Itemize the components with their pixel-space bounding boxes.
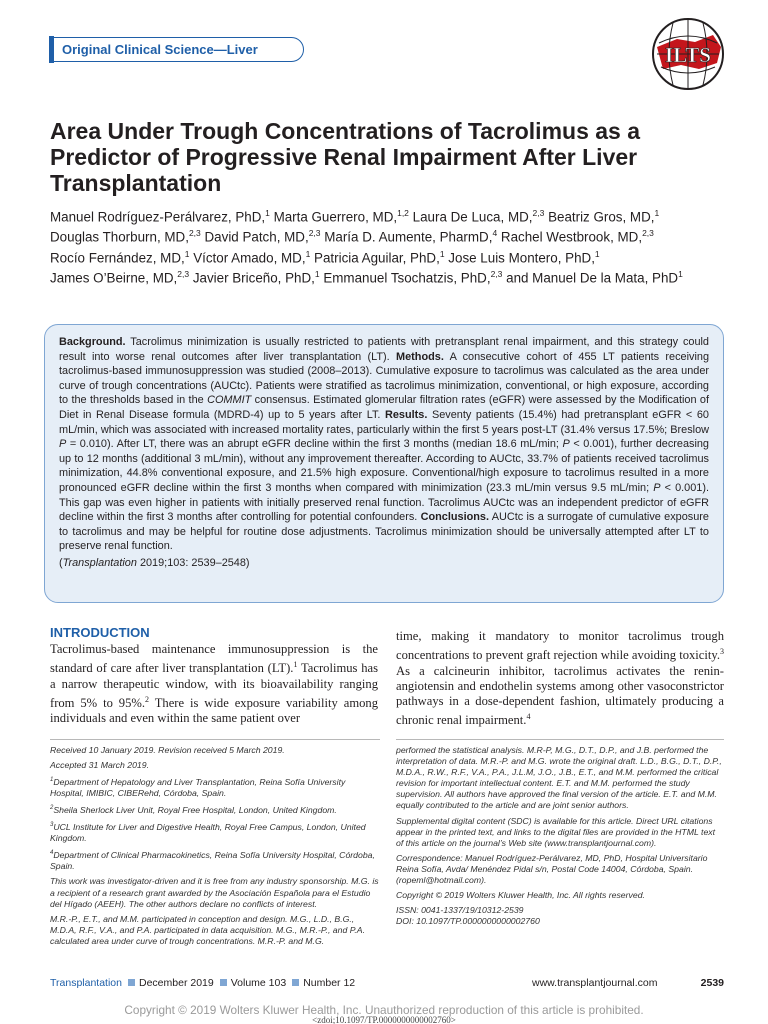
author: María D. Aumente, PharmD, [324, 229, 493, 245]
logo-lettering: ILTS [665, 43, 711, 67]
author-list: Manuel Rodríguez-Perálvarez, PhD,$^1$ Marta Guerrero, MD,$^{1,2}$ Laura De Luca, MD,$^{2,3}$ Beatriz Gros, MD,$^1$ Douglas Thorburn, MD,$^{2,3}$ David Patch, MD,$^{2,3}$ María D. Aumente, PharmD,$^4$ Rachel Westbrook, MD,$^{2,3}$ Rocío Fernández, MD,$^1$ Víctor Amado, MD,$^1$ Patricia Aguilar, PhD,$^1$ Jose Luis Montero, PhD,$^1$ James O’Beirne, MD,$^{2,3}$ Javier Briceño, PhD,$^1$ Emmanuel Tsochatzis, PhD,$^{2,3}$ and Manuel De la Mata, PhD$^1$ [50, 208, 683, 286]
abstract-box [44, 324, 724, 603]
footer-website: www.transplantjournal.com [532, 977, 658, 989]
ilts-logo [651, 17, 725, 91]
author: and Manuel De la Mata, PhD [506, 270, 679, 286]
author: Javier Briceño, PhD, [192, 270, 315, 286]
sdc-note: Supplemental digital content (SDC) is available for this article. Direct URL citations appear in the printed text, and links to the digital files are provided in the HTML text of this article on the journal’s Web site (www.transplantjournal.com). [396, 815, 716, 848]
intro-paragraph-1: Tacrolimus-based maintenance immunosuppression is the standard of care after liver transplantation (LT).$^1$ Tacrolimus has a narrow therapeutic window, with its bioavailability ranging from 5% to 95%.$^2$ There is wide exposure variability among individuals and even within the same patient over [50, 642, 379, 726]
background-label: Background. [59, 336, 126, 348]
author: Patricia Aguilar, PhD, [314, 250, 440, 266]
intro-column-right [396, 625, 724, 729]
author: Emmanuel Tsochatzis, PhD, [323, 270, 491, 286]
abstract-citation: (Transplantation 2019;103: 2539–2548) [59, 556, 250, 569]
footer-journal: Transplantation [50, 977, 122, 989]
footnote-rule-left [50, 739, 380, 740]
contributions-continued: performed the statistical analysis. M.R-P, M.G., D.T., D.P., and J.B. performed the interpretation of data. M.R.-P. and M.G. wrote the original draft. L.D., B.G., D.T., D.P., M.D.A., R.W., R.F., V.A., P.A., J.L.M, J.O., J.B., E.T., and M.M. performed the critical revision for important intellectual content. E.T. and M.M. performed the study supervision. All authors have approved the final version of the article. E.T. and M.M. equally contributed to the article and are joint senior authors. [396, 745, 722, 811]
section-label [50, 37, 304, 62]
affiliation-1: $^1$Department of Hepatology and Liver Transplantation, Reina Sofía University Hospital, IMIBIC, CIBERehd, Córdoba, Spain. [50, 777, 346, 799]
author: Manuel Rodríguez-Perálvarez, PhD, [50, 209, 266, 225]
issn: ISSN: 0041-1337/19/10312-2539 [396, 905, 524, 916]
section-label-text: Original Clinical Science—Liver [62, 42, 258, 57]
page-number: 2539 [700, 977, 724, 989]
author: Rachel Westbrook, MD, [500, 229, 643, 245]
author: Beatriz Gros, MD, [548, 209, 655, 225]
author: David Patch, MD, [204, 229, 309, 245]
footer-date: December 2019 [139, 977, 214, 989]
correspondence: Correspondence: Manuel Rodríguez-Perálvarez, MD, PhD, Hospital Universitario Reina Sofía, Avda/ Menéndez Pidal s/n, Postal Code 14004, Córdoba, Spain. (ropeml@hotmail.com). [396, 852, 708, 886]
contributions: M.R.-P., E.T., and M.M. participated in conception and design. M.G., L.D., B.G., M.D.A, R.F., V.A., and P.A. participated in data acquisition. M.G., M.R.-P., and P.A. calculated area under curve of trough concentrations. M.R.-P. and M.G. [50, 913, 365, 946]
abstract-text: Background. Tacrolimus minimization is usually restricted to patients with pretransplant renal impairment, and this strategy could result into worse renal outcomes after liver transplantation (LT). Methods. A consecutive cohort of 455 LT patients receiving tacrolimus-based immunosuppression was studied (2008–2013). Cumulative exposure to tacrolimus was calculated as the area under curve of trough concentrations (AUCtc). Patients were stratified as tacrolimus minimization, conventional, or high exposure, according to the thresholds based in the COMMIT consensus. Estimated glomerular filtration rates (eGFR) were assessed by the Modification of Diet in Renal Disease formula (MDRD-4) up to 5 years after LT. Results. Seventy patients (15.4%) had pretransplant eGFR < 60 mL/min, which was associated with increased mortality rates, particularly within the first 5 years post-LT (31.4% versus 17.5%; Breslow P = 0.010). After LT, there was an abrupt eGFR decline within the first 3 months (median 18.6 mL/min; P < 0.001), further decreasing up to 12 months (additional 3 mL/min), without any improvement thereafter. According to AUCtc, 33.7% of patients received tacrolimus minimization, 44.8% conventional exposure, and 21.5% high exposure. Conventional/high exposure to tacrolimus resulted in a more pronounced eGFR decline within the first 3 months when compared with minimization (23.3 mL/min versus 9.5 mL/min; P < 0.001). This gap was even higher in patients with initially preserved renal function. Tacrolimus AUCtc was an independent predictor of eGFR decline within the first 3 months after controlling for potential confounders. Conclusions. AUCtc is a surrogate of cumulative exposure to tacrolimus and may be helpful for routine dose adjustments. Tacrolimus minimization should be universally attempted after LT to preserve renal function. [59, 336, 710, 553]
results-label: Results. [385, 408, 428, 421]
conclusions-label: Conclusions. [420, 511, 489, 524]
author: Marta Guerrero, MD, [273, 209, 398, 225]
article-title: Area Under Trough Concentrations of Tacrolimus as a Predictor of Progressive Renal Impairment After Liver Transplantation [50, 118, 641, 196]
methods-label: Methods. [396, 350, 444, 363]
author: Jose Luis Montero, PhD, [448, 250, 595, 266]
footnotes-right [396, 745, 724, 931]
affiliation-4: $^4$Department of Clinical Pharmacokinetics, Reina Sofía University Hospital, Córdoba, Spain. [50, 850, 375, 872]
affiliation-2: $^2$Sheila Sherlock Liver Unit, Royal Free Hospital, London, United Kingdom. [50, 805, 337, 816]
intro-paragraph-2: time, making it mandatory to monitor tacrolimus trough concentrations to prevent graft rejection while avoiding toxicity.$^3$ As a calcineurin inhibitor, tacrolimus activates the renin-angiotensin and endothelin systems among other vasoconstrictor pathways in a dose-dependent fashion, ultimately producing a chronic renal impairment.$^4$ [396, 629, 724, 728]
author: James O’Beirne, MD, [50, 270, 178, 286]
footer-number: Number 12 [303, 977, 356, 989]
author: Víctor Amado, MD, [193, 250, 306, 266]
intro-column-left [50, 625, 378, 726]
received-date: Received 10 January 2019. Revision received 5 March 2019. [50, 745, 285, 755]
introduction-heading: INTRODUCTION [50, 625, 150, 640]
copyright-watermark: Copyright © 2019 Wolters Kluwer Health, Inc. Unauthorized reproduction of this article is prohibited. [124, 1003, 644, 1017]
footnote-rule-right [396, 739, 724, 740]
page-footer [50, 977, 724, 995]
footnotes-left [50, 745, 380, 951]
affiliation-3: $^3$UCL Institute for Liver and Digestive Health, Royal Free Campus, London, United Kingdom. [50, 822, 366, 844]
funding-statement: This work was investigator-driven and it is free from any industry sponsorship. M.G. is a recipient of a research grant awarded by the Asociación Española para el Estudio del Hígado (AEEH). The other authors declare no conflicts of interest. [50, 876, 379, 909]
accepted-date: Accepted 31 March 2019. [50, 760, 150, 771]
doi: DOI: 10.1097/TP.0000000000002760 [396, 916, 540, 927]
author: Douglas Thorburn, MD, [50, 229, 189, 245]
copyright-line: Copyright © 2019 Wolters Kluwer Health, Inc. All rights reserved. [396, 890, 645, 901]
doi-stamp: <zdoi;10.1097/TP.0000000000002760> [312, 1015, 456, 1024]
author: Laura De Luca, MD, [412, 209, 533, 225]
author: Rocío Fernández, MD, [50, 250, 185, 266]
footer-volume: Volume 103 [230, 977, 287, 989]
